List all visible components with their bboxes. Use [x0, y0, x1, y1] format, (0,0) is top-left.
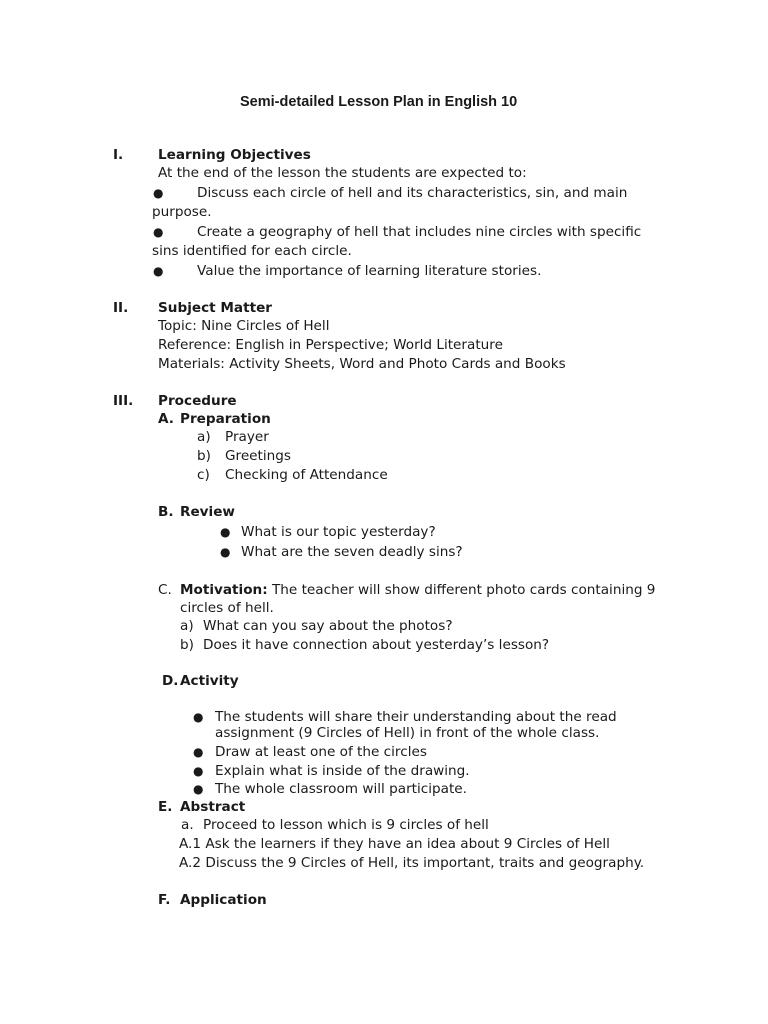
list-item: What is our topic yesterday?: [241, 524, 436, 540]
list-item: What can you say about the photos?: [203, 618, 453, 634]
section-2-heading: Subject Matter: [158, 300, 272, 316]
section-1-heading: Learning Objectives: [158, 147, 311, 163]
bullet-icon: ●: [153, 186, 164, 200]
section-3-heading: Procedure: [158, 393, 237, 409]
subsection-b-heading: Review: [180, 504, 235, 520]
abstract-item-a2: A.2 Discuss the 9 Circles of Hell, its important, traits and geography.: [179, 855, 645, 871]
document-title: Semi-detailed Lesson Plan in English 10: [240, 94, 518, 110]
subsection-e-heading: Abstract: [180, 799, 246, 815]
subsection-d-heading: Activity: [180, 673, 239, 689]
list-item: What are the seven deadly sins?: [241, 544, 463, 560]
section-1-number: I.: [113, 147, 124, 163]
subsection-f-heading: Application: [180, 892, 267, 908]
objective-1-line-1: Discuss each circle of hell and its characteristics, sin, and main: [197, 185, 628, 201]
subsection-a-letter: A.: [158, 411, 174, 427]
list-marker: a): [197, 429, 211, 445]
bullet-icon: ●: [153, 225, 164, 239]
activity-item-1-line-1: The students will share their understanding about the read: [215, 709, 617, 725]
bullet-icon: ●: [220, 525, 231, 539]
objective-2-line-2: sins identified for each circle.: [152, 243, 352, 259]
subsection-a-heading: Preparation: [180, 411, 271, 427]
activity-item-1-line-2: assignment (9 Circles of Hell) in front of the whole class.: [215, 725, 600, 741]
subject-materials: Materials: Activity Sheets, Word and Photo Cards and Books: [158, 356, 566, 372]
bullet-icon: ●: [193, 782, 204, 796]
subsection-f-letter: F.: [158, 892, 171, 908]
bullet-icon: ●: [220, 545, 231, 559]
list-marker: c): [197, 467, 210, 483]
list-item: Prayer: [225, 429, 269, 445]
objective-3: Value the importance of learning literature stories.: [197, 263, 542, 279]
subsection-c-heading: Motivation:: [180, 582, 268, 598]
list-marker: a): [180, 618, 194, 634]
objective-2-line-1: Create a geography of hell that includes nine circles with specific: [197, 224, 642, 240]
subsection-b-letter: B.: [158, 504, 174, 520]
bullet-icon: ●: [193, 764, 204, 778]
list-item: Does it have connection about yesterday’s lesson?: [203, 637, 550, 653]
subsection-c-letter: C.: [158, 582, 172, 598]
list-marker: a.: [181, 817, 194, 833]
bullet-icon: ●: [193, 710, 204, 724]
section-2-number: II.: [113, 300, 129, 316]
activity-item-4: The whole classroom will participate.: [215, 781, 467, 797]
activity-item-3: Explain what is inside of the drawing.: [215, 763, 470, 779]
subject-topic: Topic: Nine Circles of Hell: [158, 318, 330, 334]
section-3-number: III.: [113, 393, 134, 409]
subsection-e-letter: E.: [158, 799, 173, 815]
objectives-intro: At the end of the lesson the students are expected to:: [158, 165, 527, 181]
bullet-icon: ●: [193, 745, 204, 759]
abstract-item-a: Proceed to lesson which is 9 circles of hell: [203, 817, 489, 833]
activity-item-2: Draw at least one of the circles: [215, 744, 427, 760]
list-marker: b): [197, 448, 211, 464]
abstract-item-a1: A.1 Ask the learners if they have an idea about 9 Circles of Hell: [179, 836, 610, 852]
list-marker: b): [180, 637, 194, 653]
bullet-icon: ●: [153, 264, 164, 278]
subsection-d-letter: D.: [162, 673, 179, 689]
subject-reference: Reference: English in Perspective; World Literature: [158, 337, 503, 353]
subsection-c-line-1: [180, 581, 655, 599]
list-item: Checking of Attendance: [225, 467, 388, 483]
list-item: Greetings: [225, 448, 291, 464]
motivation-text-line-2: circles of hell.: [180, 600, 274, 616]
objective-1-line-2: purpose.: [152, 204, 212, 220]
motivation-text: The teacher will show different photo cards containing 9: [272, 582, 656, 598]
